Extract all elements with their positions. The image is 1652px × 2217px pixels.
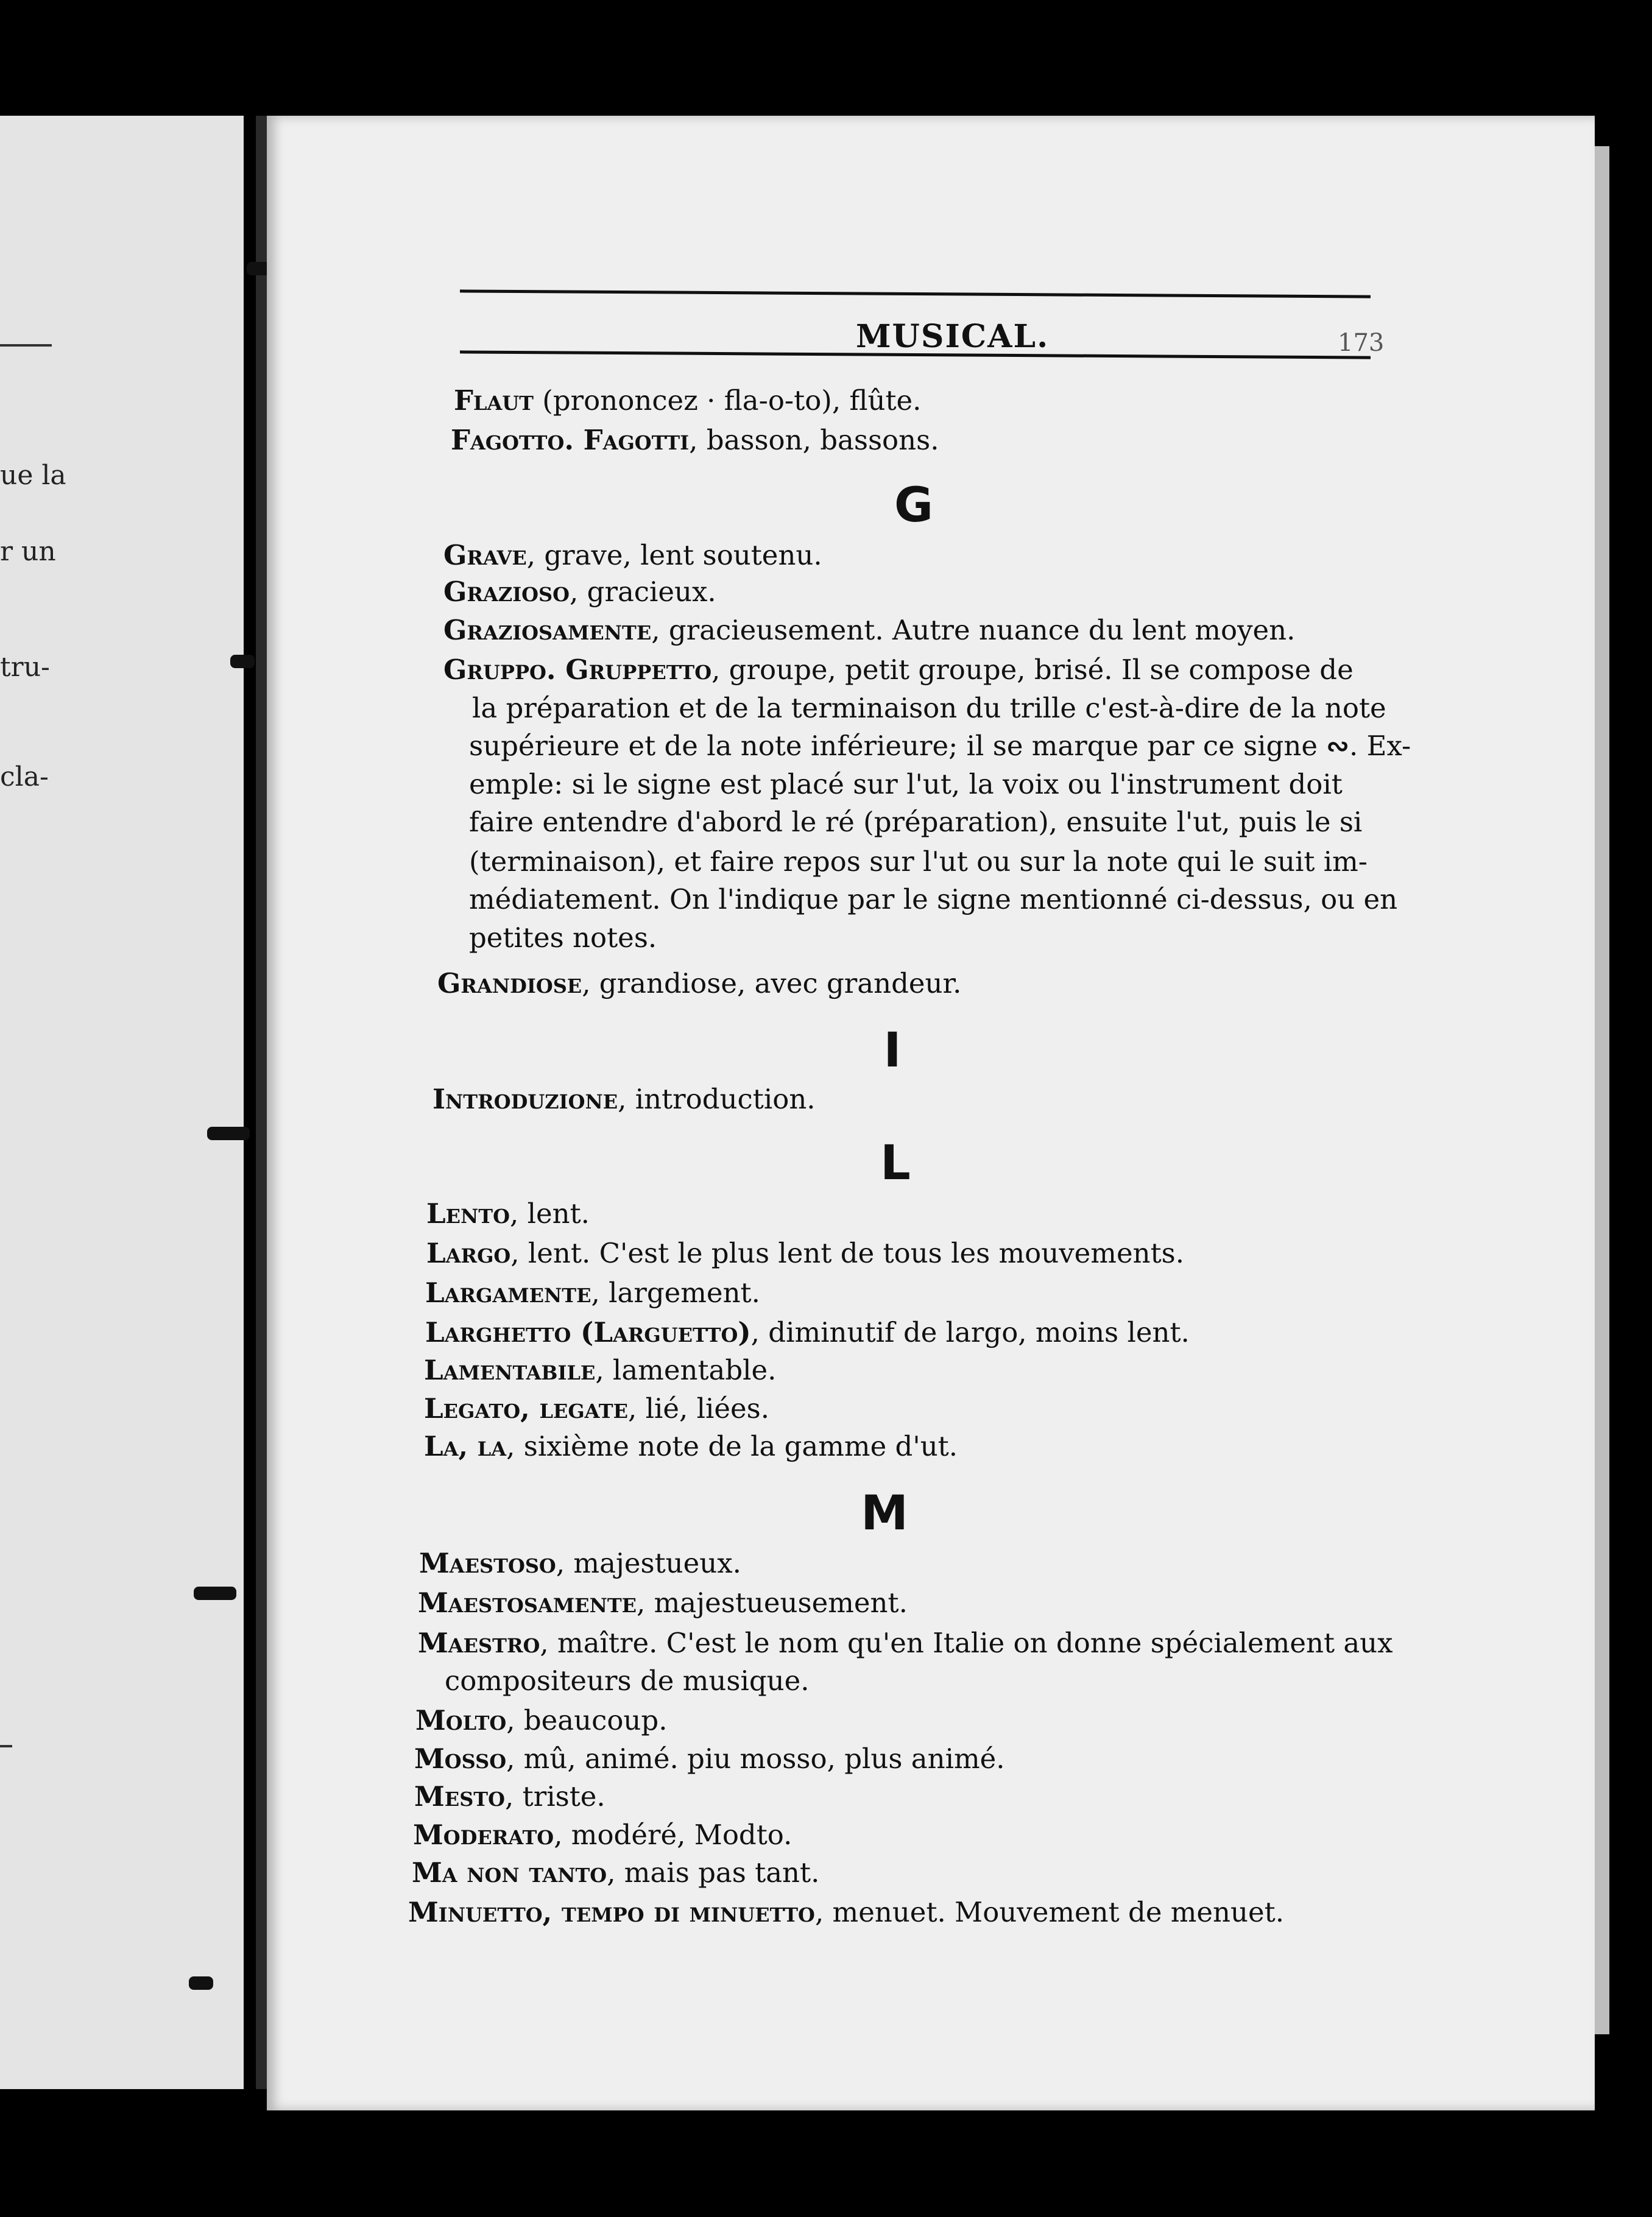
left-page-rule xyxy=(0,344,52,347)
entry-continuation: (terminaison), et faire repos sur l'ut ou sur la note qui le suit im- xyxy=(469,845,1368,878)
entry-legato xyxy=(424,1390,769,1427)
entry-definition: , largement. xyxy=(591,1277,760,1309)
entry-ma-non-tanto xyxy=(412,1855,819,1891)
entry-definition: , introduction. xyxy=(618,1083,816,1115)
entry-headword: Introduzione xyxy=(432,1083,618,1115)
entry-definition: , diminutif de largo, moins lent. xyxy=(750,1316,1190,1348)
section-letter-l: L xyxy=(880,1136,911,1191)
entry-definition: , triste. xyxy=(505,1780,605,1813)
entry-continuation: petites notes. xyxy=(469,922,657,954)
section-letter-i: I xyxy=(883,1023,902,1078)
entry-minuetto xyxy=(408,1894,1284,1931)
entry-definition: , menuet. Mouvement de menuet. xyxy=(814,1896,1285,1928)
entry-gruppo xyxy=(443,652,1354,688)
entry-larghetto xyxy=(425,1314,1190,1351)
entry-headword: Minuetto, tempo di minuetto xyxy=(408,1896,815,1928)
entry-continuation: la préparation et de la terminaison du trille c'est-à-dire de la note xyxy=(472,692,1386,724)
entry-definition: , beaucoup. xyxy=(506,1704,668,1736)
left-page-fragment: tru- xyxy=(0,652,50,683)
entry-definition: , basson, bassons. xyxy=(689,424,939,456)
entry-headword: Mesto xyxy=(414,1780,505,1813)
entry-definition: (prononcez · fla-o-to), flûte. xyxy=(534,384,922,417)
entry-definition: , mû, animé. piu mosso, plus animé. xyxy=(506,1743,1005,1775)
binding-stitch xyxy=(230,655,255,668)
entry-headword: Flaut xyxy=(454,384,534,417)
entry-definition: , majestueux. xyxy=(556,1547,741,1579)
entry-headword: Ma non tanto xyxy=(412,1856,607,1889)
entry-definition: , sixième note de la gamme d'ut. xyxy=(506,1430,958,1462)
entry-headword: Mosso xyxy=(414,1743,507,1775)
entry-lento xyxy=(426,1196,590,1232)
entry-fagotto xyxy=(451,422,939,459)
entry-continuation: médiatement. On l'indique par le signe mentionné ci-dessus, ou en xyxy=(469,883,1398,915)
entry-grave xyxy=(443,537,822,574)
entry-maestro xyxy=(418,1625,1393,1662)
left-facing-page xyxy=(0,116,244,2089)
section-letter-g: G xyxy=(894,478,934,533)
entry-headword: Fagotto. Fagotti xyxy=(451,424,690,456)
entry-headword: Largo xyxy=(426,1237,511,1269)
entry-definition: , lamentable. xyxy=(595,1354,777,1386)
entry-graziosamente xyxy=(443,612,1295,649)
entry-headword: Legato, legate xyxy=(424,1392,628,1425)
entry-maestoso xyxy=(419,1545,741,1582)
entry-mesto xyxy=(414,1778,605,1815)
left-page-mark xyxy=(0,1745,12,1747)
entry-headword: La, la xyxy=(424,1430,507,1462)
entry-mosso xyxy=(414,1741,1005,1777)
left-page-fragment: cla- xyxy=(0,761,49,792)
entry-definition: , majestueusement. xyxy=(637,1587,908,1619)
entry-headword: Graziosamente xyxy=(443,614,652,646)
turn-ornament-icon: ∾ xyxy=(1326,730,1350,762)
entry-continuation-text: supérieure et de la note inférieure; il se marque par ce signe xyxy=(469,730,1318,762)
entry-continuation: faire entendre d'abord le ré (préparation), ensuite l'ut, puis le si xyxy=(469,806,1363,838)
entry-headword: Lamentabile xyxy=(424,1354,596,1386)
left-page-fragment: ue la xyxy=(0,460,66,491)
section-letter-m: M xyxy=(861,1486,908,1541)
entry-definition: , groupe, petit groupe, brisé. Il se compose de xyxy=(711,654,1354,686)
entry-molto xyxy=(415,1702,668,1739)
entry-grandiose xyxy=(437,965,961,1002)
entry-grazioso xyxy=(443,574,716,610)
book-gutter xyxy=(256,116,267,2089)
entry-continuation-tail: . Ex- xyxy=(1349,730,1411,762)
binding-stitch xyxy=(194,1587,236,1600)
entry-definition: , modéré, Modto. xyxy=(554,1819,792,1851)
entry-definition: , lent. xyxy=(509,1197,590,1230)
entry-continuation xyxy=(469,728,1411,764)
entry-headword: Larghetto (Larguetto) xyxy=(425,1316,751,1348)
entry-maestosamente xyxy=(418,1585,908,1621)
entry-continuation: compositeurs de musique. xyxy=(445,1665,810,1697)
entry-la xyxy=(424,1428,958,1465)
entry-headword: Gruppo. Gruppetto xyxy=(443,654,712,686)
entry-definition: , grave, lent soutenu. xyxy=(526,539,822,571)
entry-lamentabile xyxy=(424,1352,777,1389)
entry-definition: , lent. C'est le plus lent de tous les mouvements. xyxy=(510,1237,1185,1269)
entry-headword: Grazioso xyxy=(443,576,570,608)
entry-headword: Maestoso xyxy=(419,1547,556,1579)
entry-headword: Maestro xyxy=(418,1627,540,1659)
entry-definition: , lié, liées. xyxy=(627,1392,770,1425)
entry-headword: Largamente xyxy=(425,1277,591,1309)
entry-introduzione xyxy=(432,1081,816,1118)
entry-continuation: emple: si le signe est placé sur l'ut, la voix ou l'instrument doit xyxy=(469,768,1343,800)
entry-moderato xyxy=(413,1817,792,1853)
entry-headword: Grandiose xyxy=(437,967,582,999)
entry-headword: Maestosamente xyxy=(418,1587,637,1619)
entry-definition: , grandiose, avec grandeur. xyxy=(582,967,962,999)
entry-headword: Lento xyxy=(426,1197,510,1230)
page-edge xyxy=(1595,146,1609,2034)
entry-flaut xyxy=(454,382,921,419)
binding-stitch xyxy=(189,1976,213,1990)
entry-largamente xyxy=(425,1275,760,1311)
entry-definition: , maître. C'est le nom qu'en Italie on donne spécialement aux xyxy=(540,1627,1393,1659)
running-header-title: MUSICAL. xyxy=(856,318,1050,355)
entry-definition: , gracieux. xyxy=(570,576,716,608)
entry-definition: , gracieusement. Autre nuance du lent moyen. xyxy=(651,614,1296,646)
entry-largo xyxy=(426,1235,1184,1272)
entry-headword: Molto xyxy=(415,1704,507,1736)
page-number: 173 xyxy=(1338,329,1385,357)
entry-definition: , mais pas tant. xyxy=(607,1856,820,1889)
entry-headword: Moderato xyxy=(413,1819,554,1851)
left-page-fragment: r un xyxy=(0,536,56,567)
binding-stitch xyxy=(207,1127,250,1140)
entry-headword: Grave xyxy=(443,539,527,571)
